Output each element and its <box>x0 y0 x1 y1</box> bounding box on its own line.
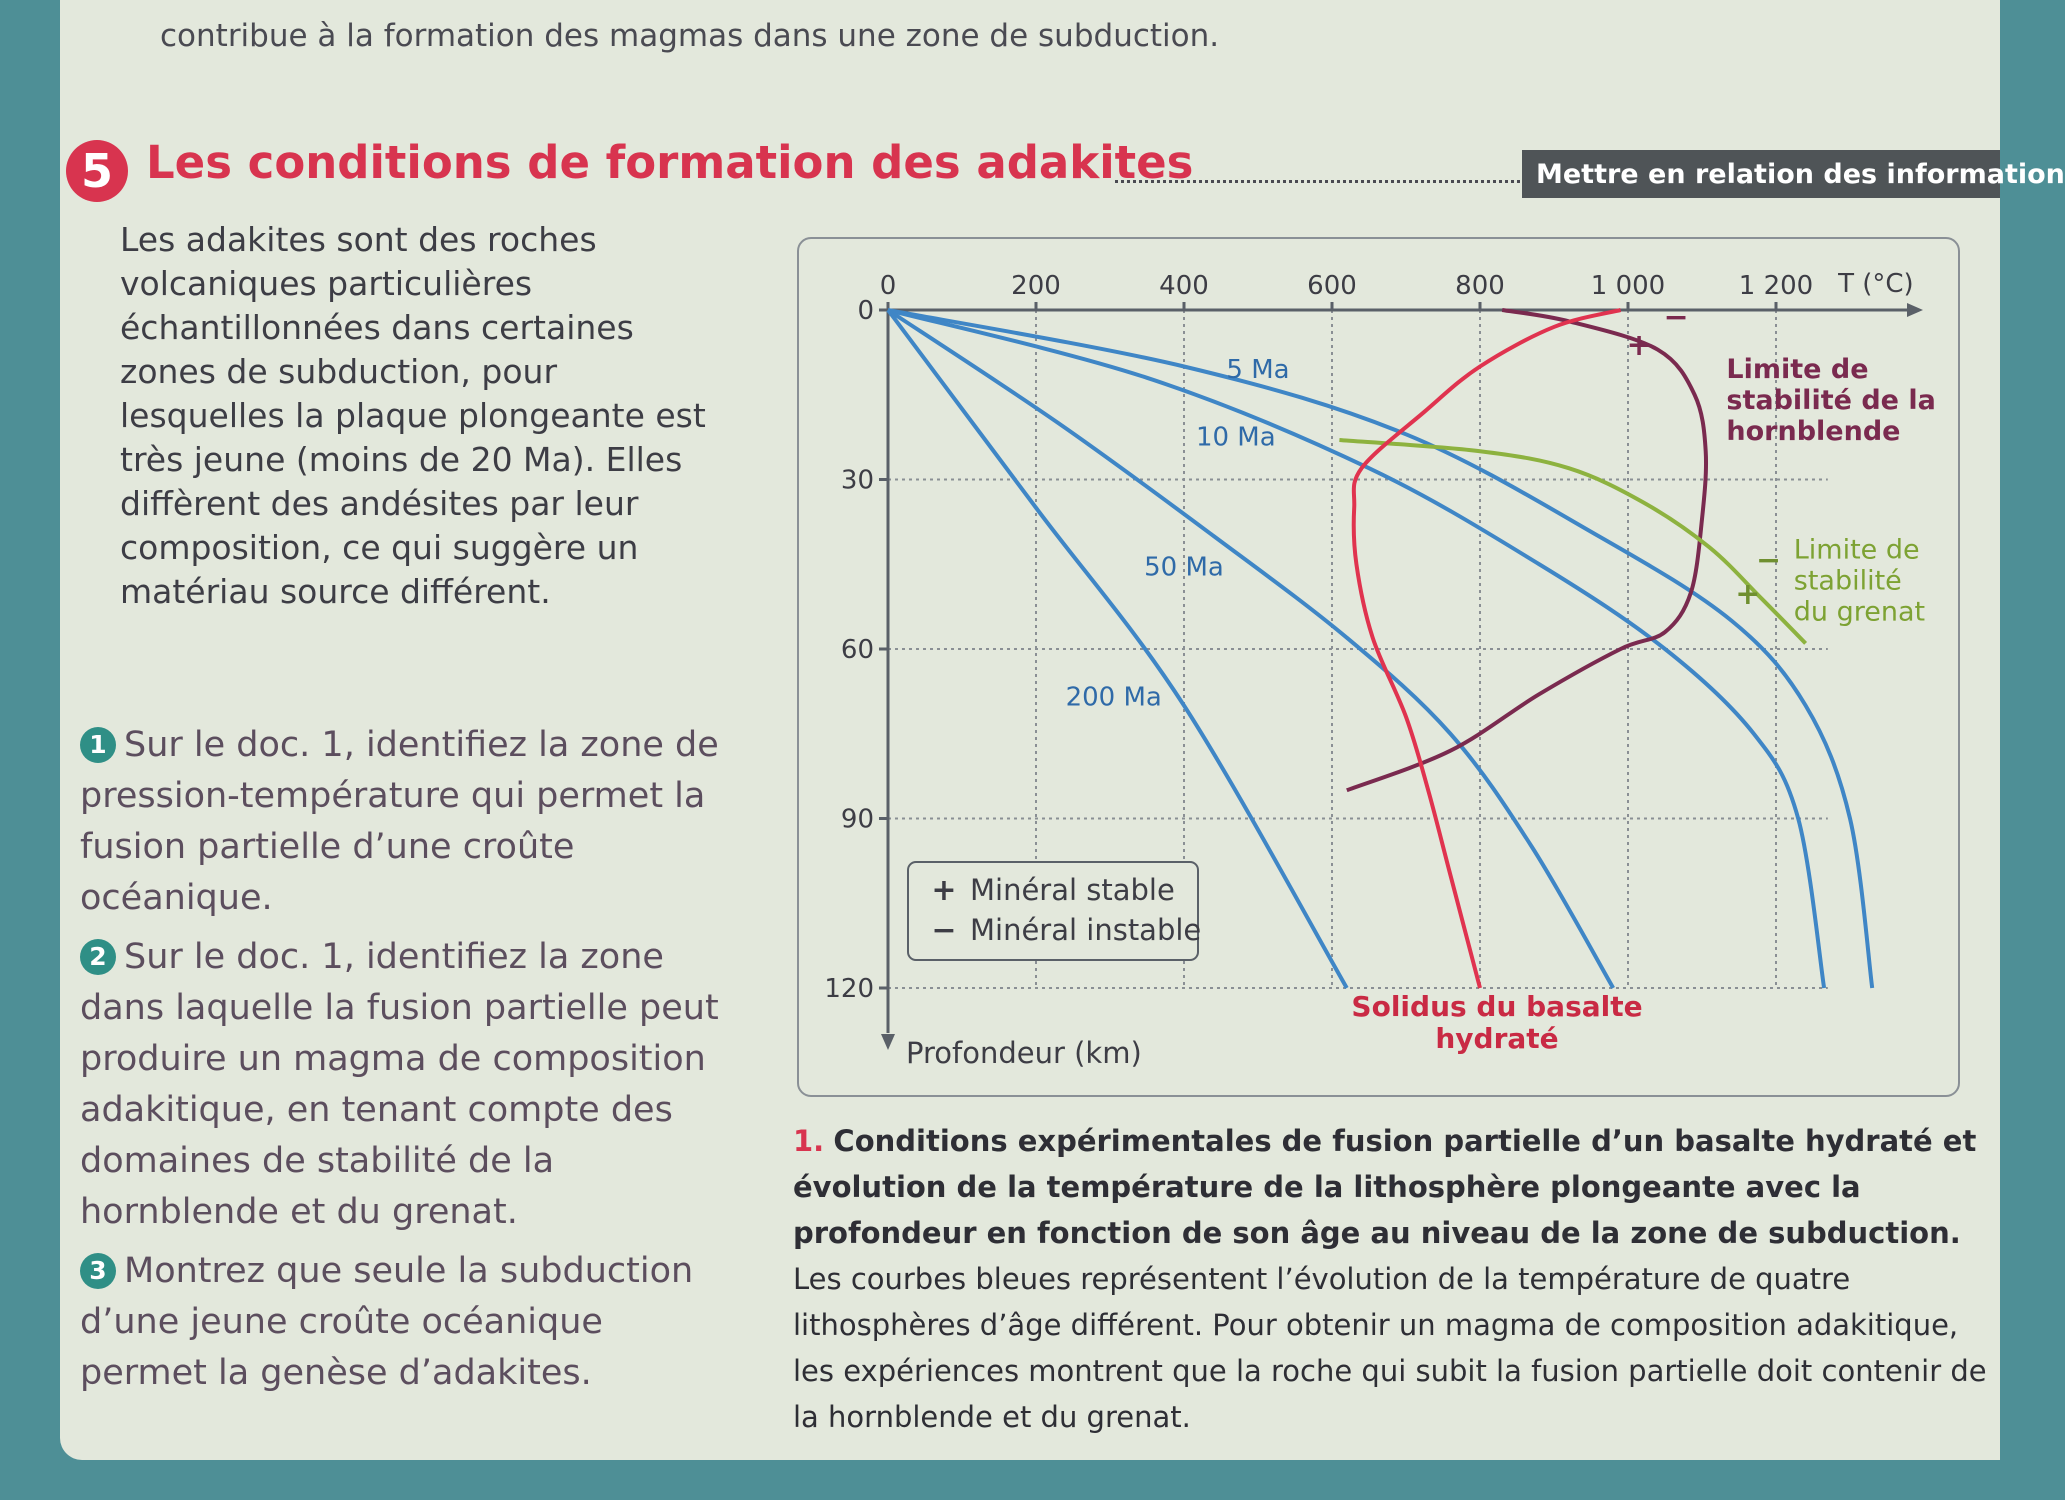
x-tick-label: 0 <box>879 271 897 301</box>
top-sentence: contribue à la formation des magmas dans une zone de subduction. <box>160 18 1220 54</box>
y-axis-arrow <box>881 1034 895 1050</box>
x-tick-label: 1 000 <box>1590 271 1666 301</box>
solidus-label: hydraté <box>1435 1022 1559 1055</box>
x-tick-label: 800 <box>1455 271 1505 301</box>
question-number-badge: 1 <box>80 727 116 763</box>
solidus-label: Solidus du basalte <box>1351 990 1643 1023</box>
grenat-limit-label: du grenat <box>1793 596 1926 628</box>
hornblende-limit-label: stabilité de la <box>1726 384 1936 416</box>
y-tick-label: 90 <box>840 804 874 835</box>
legend-symbol: − <box>931 913 957 948</box>
intro-paragraph: Les adakites sont des roches volcaniques particulières échantillonnées dans certaines zones de subduction, pour lesquelles la plaque plongeante est très jeune (moins de 20 Ma). Elles diffèrent des andésites par leur composition, ce qui suggère un matériau source différent. <box>120 220 706 611</box>
hornblende-limit-label: Limite de <box>1726 353 1869 385</box>
caption-text: Les courbes bleues représentent l’évolution de la température de quatre lithosphères d’âge différent. Pour obtenir un magma de composition adakitique, les expériences montrent que la roche qui subit la fusion partielle doit contenir de la hornblende et du grenat. <box>793 1262 1987 1434</box>
x-tick-label: 600 <box>1307 271 1357 301</box>
hornblende-limit-label: hornblende <box>1726 415 1901 447</box>
grenat-limit-label: stabilité <box>1793 565 1902 597</box>
hornblende-plus-mark: + <box>1626 328 1652 364</box>
question-text: Sur le doc. 1, identifiez la zone dans laquelle la fusion partielle peut produire un magma de composition adakitique, en tenant compte des domaines de stabilité de la hornblende et du grenat. <box>80 937 719 1232</box>
geotherm-label: 50 Ma <box>1144 552 1224 583</box>
section-number-badge: 5 <box>66 140 128 202</box>
hornblende-minus-mark: − <box>1663 299 1689 335</box>
legend-label: Minéral instable <box>970 913 1202 947</box>
y-tick-label: 60 <box>840 635 874 665</box>
geotherm-label: 5 Ma <box>1226 354 1290 385</box>
caption-bold-text: Conditions expérimentales de fusion partielle d’un basalte hydraté et évolution de la température de la lithosphère plongeante avec la profondeur en fonction de son âge au niveau de la zone de subduction. <box>793 1124 1977 1250</box>
question-number-badge: 2 <box>80 939 116 975</box>
x-axis-label: T (°C) <box>1838 269 1914 299</box>
x-tick-label: 200 <box>1011 271 1061 301</box>
figure-caption <box>793 1118 1993 1440</box>
hornblende-limit-line <box>1347 310 1706 790</box>
question-text: Montrez que seule la subduction d’une jeune croûte océanique permet la genèse d’adakites. <box>80 1251 694 1393</box>
geotherm-label: 200 Ma <box>1065 682 1162 713</box>
grenat-plus-mark: + <box>1735 576 1761 612</box>
grenat-limit-label: Limite de <box>1793 534 1920 566</box>
legend-symbol: + <box>931 873 957 908</box>
x-tick-label: 1 200 <box>1738 271 1814 301</box>
legend-label: Minéral stable <box>970 873 1175 907</box>
geotherm-label: 10 Ma <box>1195 422 1276 453</box>
y-tick-label: 30 <box>840 465 874 496</box>
section-title: Les conditions de formation des adakites <box>146 136 1194 189</box>
grenat-limit-line <box>1339 440 1805 643</box>
x-tick-label: 400 <box>1159 271 1209 301</box>
caption-number: 1. <box>793 1124 825 1158</box>
skill-tag: Mettre en relation des information <box>1522 150 2000 198</box>
y-tick-label: 0 <box>857 296 874 326</box>
question-text: Sur le doc. 1, identifiez la zone de pression-température qui permet la fusion partielle d’une croûte océanique. <box>80 725 719 918</box>
y-axis-label: Profondeur (km) <box>906 1036 1142 1070</box>
x-axis-arrow <box>1907 303 1923 317</box>
grenat-minus-mark: − <box>1756 542 1782 578</box>
question-number-badge: 3 <box>80 1253 116 1289</box>
y-tick-label: 120 <box>824 974 874 1004</box>
